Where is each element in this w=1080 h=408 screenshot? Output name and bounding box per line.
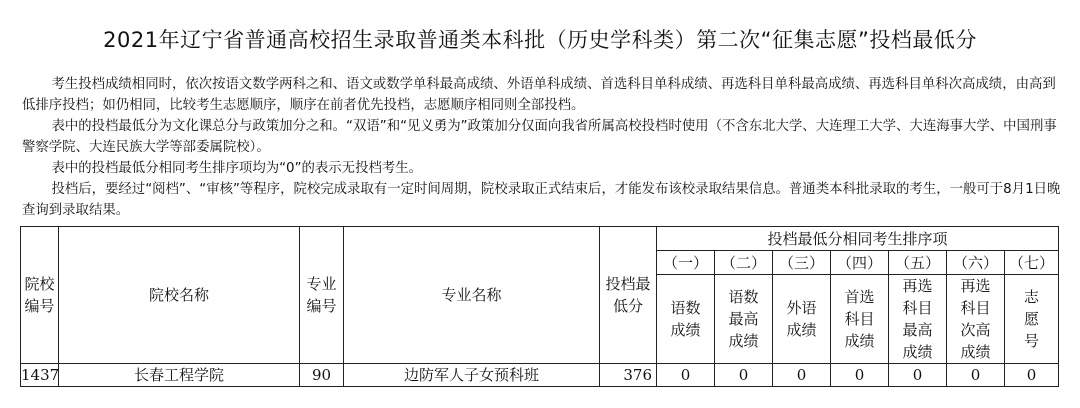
cell-major-code: 90 bbox=[300, 364, 344, 387]
note-paragraph: 考生投档成绩相同时，依次按语文数学两科之和、语文或数学单科最高成绩、外语单科成绩、首选科目单科成绩、再选科目单科最高成绩、再选科目单科次高成绩，由高到低排序投档；如仍相同，比较考生志愿顺序，顺序在前者优先投档，志愿顺序相同则全部投档。 bbox=[22, 77, 1056, 113]
header-tie-num: （二） bbox=[715, 251, 773, 275]
cell-tie-value: 0 bbox=[657, 364, 715, 387]
header-school-code: 院校编号 bbox=[21, 227, 59, 364]
header-major-code: 专业编号 bbox=[300, 227, 344, 364]
header-tie-num: （七） bbox=[1005, 251, 1059, 275]
header-major-name: 专业名称 bbox=[344, 227, 600, 364]
header-tie-num: （五） bbox=[889, 251, 947, 275]
cell-tie-value: 0 bbox=[889, 364, 947, 387]
header-min-score: 投档最低分 bbox=[600, 227, 657, 364]
header-tie-num: （一） bbox=[657, 251, 715, 275]
cell-tie-value: 0 bbox=[1005, 364, 1059, 387]
cell-major-name: 边防军人子女预科班 bbox=[344, 364, 600, 387]
header-tie-num: （四） bbox=[831, 251, 889, 275]
header-tie-label: 再选科目最高成绩 bbox=[889, 275, 947, 364]
header-school-name: 院校名称 bbox=[59, 227, 300, 364]
cell-tie-value: 0 bbox=[831, 364, 889, 387]
admission-score-table bbox=[20, 226, 1059, 387]
cell-tie-value: 0 bbox=[715, 364, 773, 387]
notes-section bbox=[22, 74, 1062, 221]
page-title: 2021年辽宁省普通高校招生录取普通类本科批（历史学科类）第二次“征集志愿”投档最低分 bbox=[103, 28, 977, 52]
note-paragraph: 投档后，要经过“阅档”、“审核”等程序，院校完成录取有一定时间周期，院校录取正式结束后，才能发布该校录取结果信息。普通类本科批录取的考生，一般可于8月1日晚查询到录取结果。 bbox=[22, 182, 1061, 218]
cell-school-code: 1437 bbox=[21, 364, 59, 387]
note-paragraph: 表中的投档最低分为文化课总分与政策加分之和。“双语”和“见义勇为”政策加分仅面向我省所属高校投档时使用（不含东北大学、大连理工大学、大连海事大学、中国刑事警察学院、大连民族大学等部委属院校）。 bbox=[22, 119, 1057, 155]
header-tie-label: 再选科目次高成绩 bbox=[947, 275, 1005, 364]
cell-school-name: 长春工程学院 bbox=[59, 364, 300, 387]
header-tie-label: 志愿号 bbox=[1005, 275, 1059, 364]
cell-tie-value: 0 bbox=[773, 364, 831, 387]
header-tie-num: （三） bbox=[773, 251, 831, 275]
header-tie-label: 语数成绩 bbox=[657, 275, 715, 364]
table-row bbox=[21, 364, 1059, 387]
header-tie-label: 语数最高成绩 bbox=[715, 275, 773, 364]
cell-tie-value: 0 bbox=[947, 364, 1005, 387]
header-tie-group: 投档最低分相同考生排序项 bbox=[657, 227, 1059, 251]
header-tie-label: 首选科目成绩 bbox=[831, 275, 889, 364]
cell-min-score: 376 bbox=[600, 364, 657, 387]
header-tie-label: 外语成绩 bbox=[773, 275, 831, 364]
header-tie-num: （六） bbox=[947, 251, 1005, 275]
note-paragraph: 表中的投档最低分相同考生排序项均为“0”的表示无投档考生。 bbox=[51, 161, 423, 176]
